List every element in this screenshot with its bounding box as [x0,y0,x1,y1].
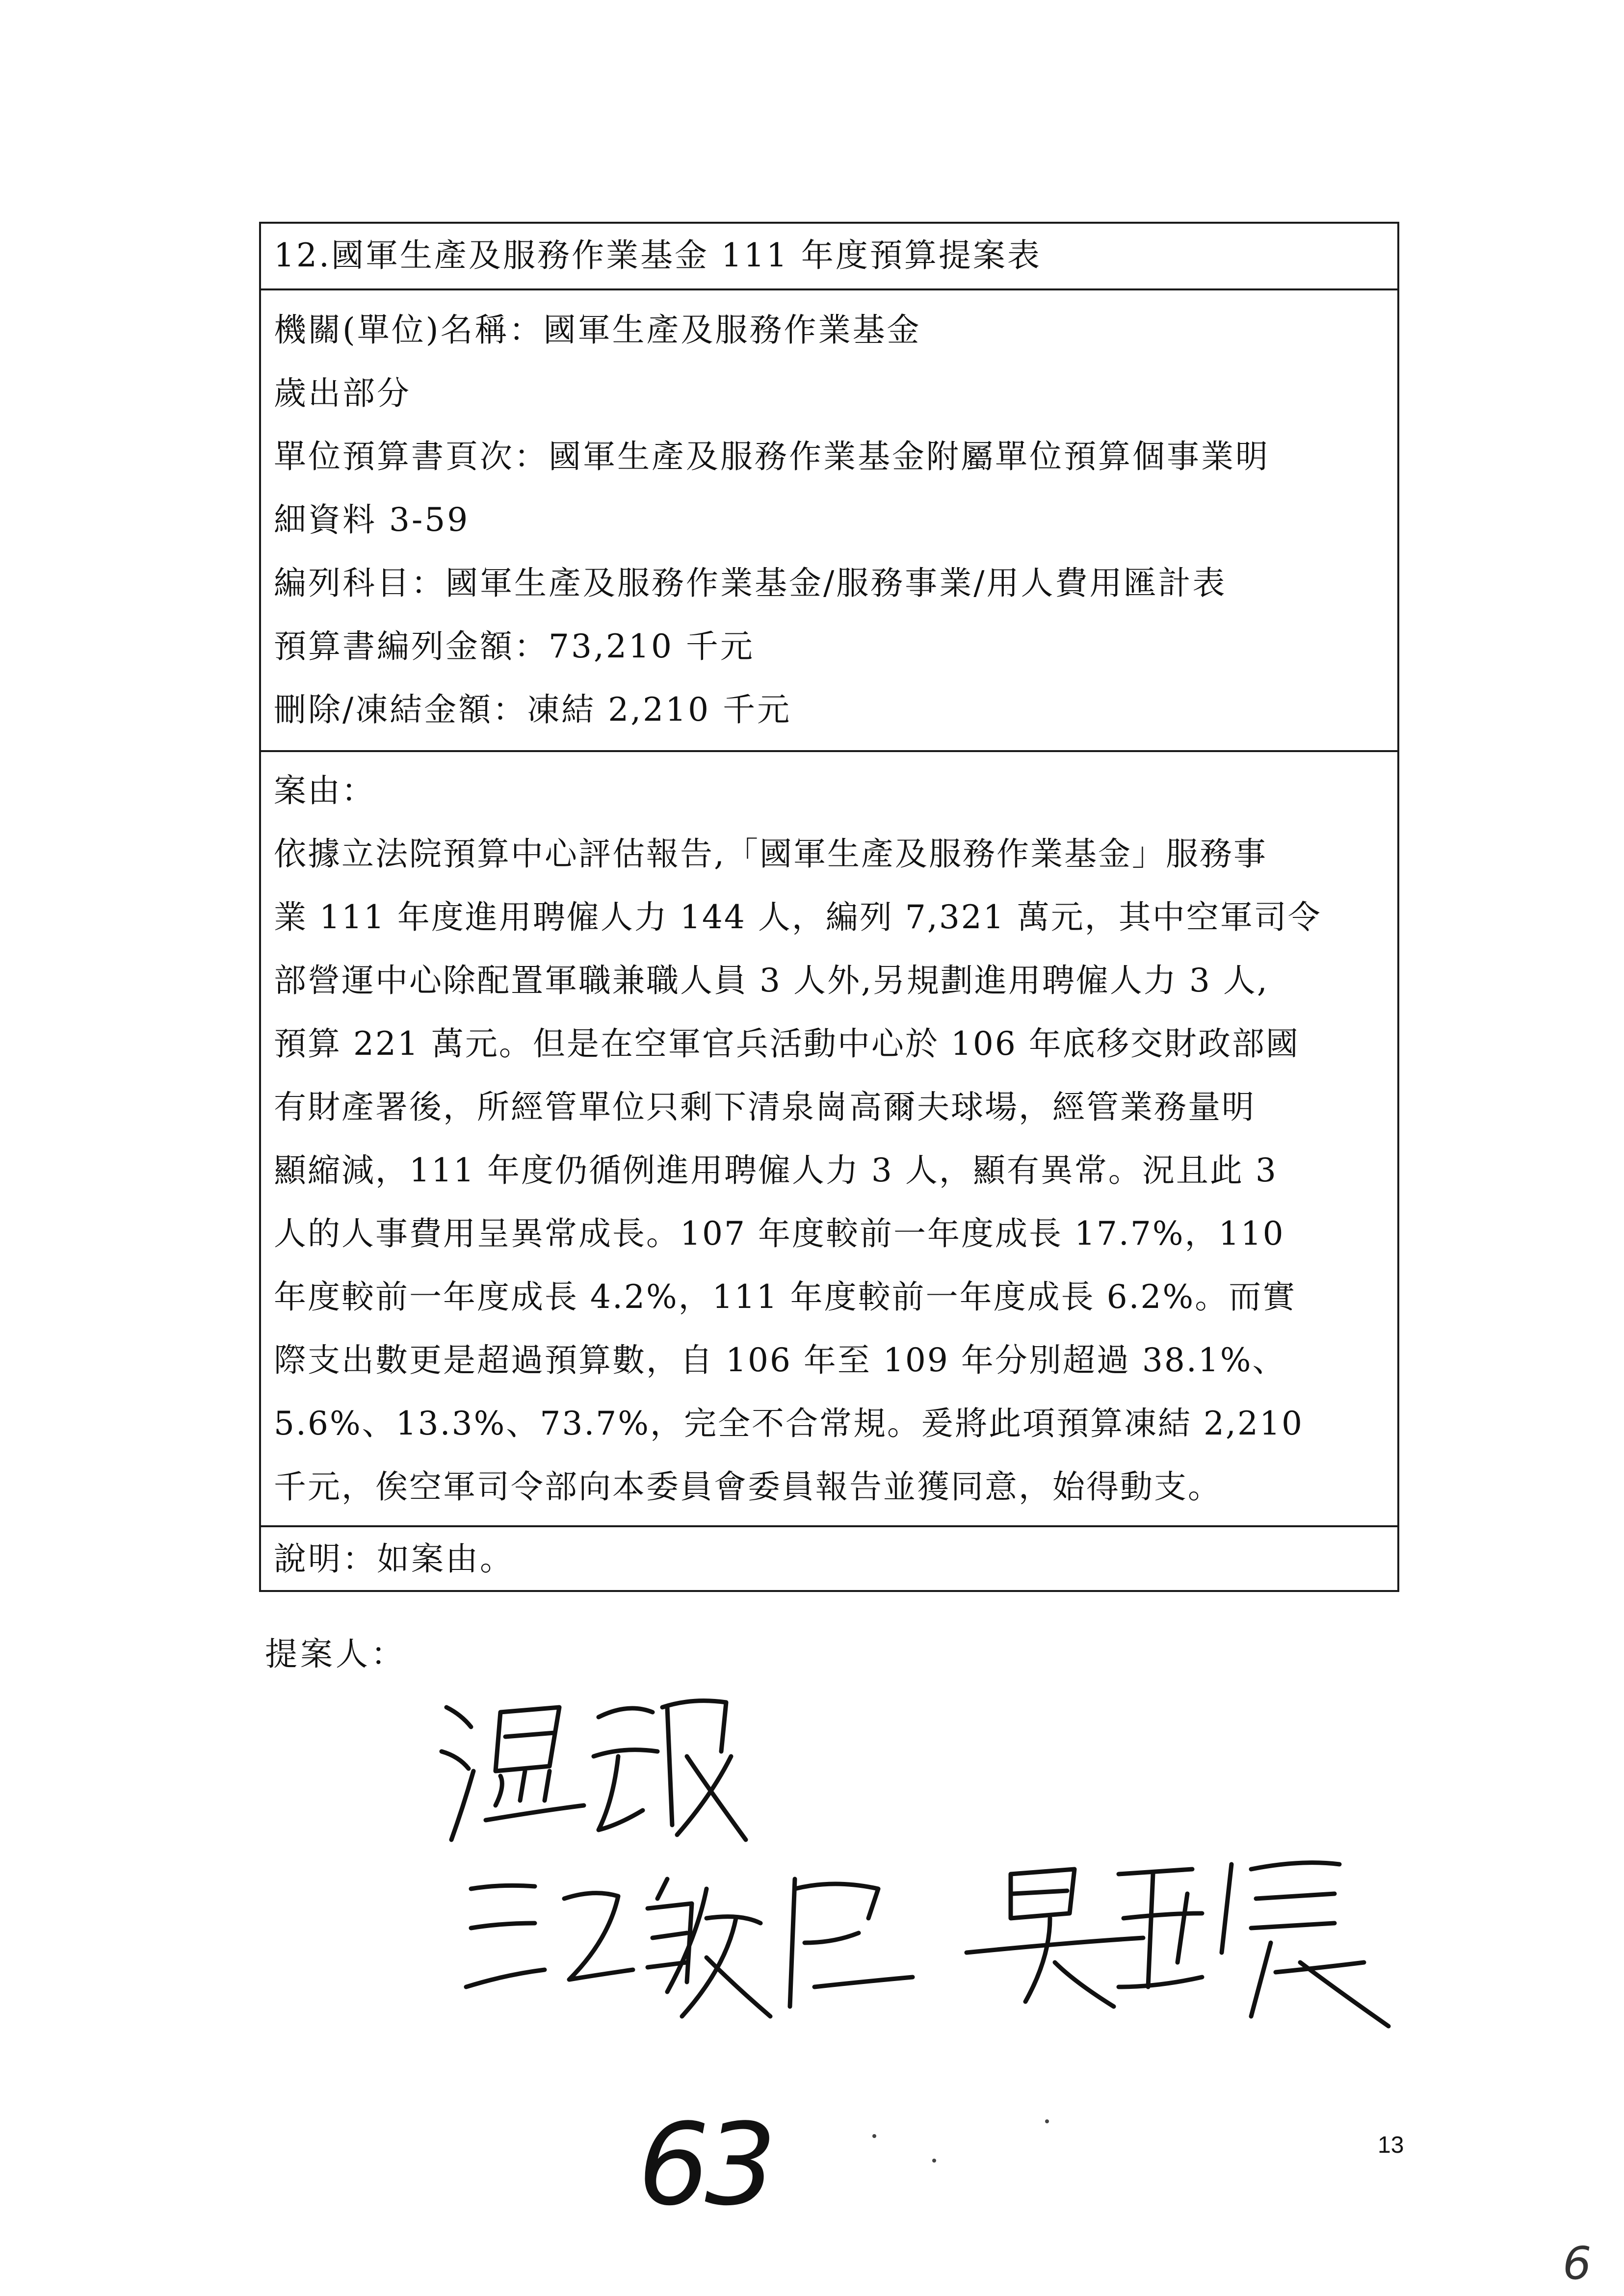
reason-line: 預算 221 萬元。但是在空軍官兵活動中心於 106 年底移交財政部國 [274,1025,1300,1063]
scan-speck [1045,2119,1049,2123]
corner-number: 6 [1563,2237,1592,2290]
budget-amount-line: 預算書編列金額：73,210 千元 [274,627,755,665]
reason-line: 際支出數更是超過預算數，自 106 年至 109 年分別超過 38.1%、 [274,1341,1286,1379]
page-number: 13 [1378,2132,1404,2158]
signature-1 [432,1678,775,1864]
reason-line: 業 111 年度進用聘僱人力 144 人，編列 7,321 萬元，其中空軍司令 [274,898,1322,936]
reason-label: 案由： [274,772,375,809]
form-title: 12.國軍生產及服務作業基金 111 年度預算提案表 [274,236,1042,274]
form-info-cell [261,290,1397,752]
reason-line: 人的人事費用呈異常成長。107 年度較前一年度成長 17.7%，110 [274,1215,1285,1252]
reason-line: 年度較前一年度成長 4.2%，111 年度較前一年度成長 6.2%。而實 [274,1278,1297,1316]
handwritten-number: 63 [638,2100,772,2231]
proposer-label: 提案人： [265,1635,406,1673]
reason-line: 部營運中心除配置軍職兼職人員 3 人外,另規劃進用聘僱人力 3 人, [274,962,1269,999]
signature-2 [461,1859,932,2046]
reason-line: 依據立法院預算中心評估報告,「國軍生產及服務作業基金」服務事 [274,835,1267,873]
freeze-amount-line: 刪除/凍結金額：凍結 2,210 千元 [274,691,792,729]
budget-page-line: 單位預算書頁次：國軍生產及服務作業基金附屬單位預算個事業明 [274,438,1270,475]
scan-speck [872,2134,876,2138]
budget-page-line-cont: 細資料 3-59 [274,501,470,539]
description-text: 說明：如案由。 [274,1540,514,1578]
form-title-cell [261,224,1397,290]
reason-line: 顯縮減，111 年度仍循例進用聘僱人力 3 人，顯有異常。況且此 3 [274,1151,1278,1189]
reason-cell [261,752,1397,1527]
reason-line: 5.6%、13.3%、73.7%，完全不合常規。爰將此項預算凍結 2,210 [274,1405,1304,1442]
expenditure-section-line: 歲出部分 [274,374,411,412]
reason-line: 千元，俟空軍司令部向本委員會委員報告並獲同意，始得動支。 [274,1468,1222,1506]
budget-item-line: 編列科目：國軍生產及服務作業基金/服務事業/用人費用匯計表 [274,564,1227,602]
proposal-form-table [259,222,1399,1592]
description-cell [261,1527,1397,1590]
reason-line: 有財產署後，所經管單位只剩下清泉崗高爾夫球場，經管業務量明 [274,1088,1256,1126]
agency-name-line: 機關(單位)名稱：國軍生產及服務作業基金 [274,311,921,349]
scan-speck [932,2159,936,2163]
signature-3 [957,1845,1408,2041]
